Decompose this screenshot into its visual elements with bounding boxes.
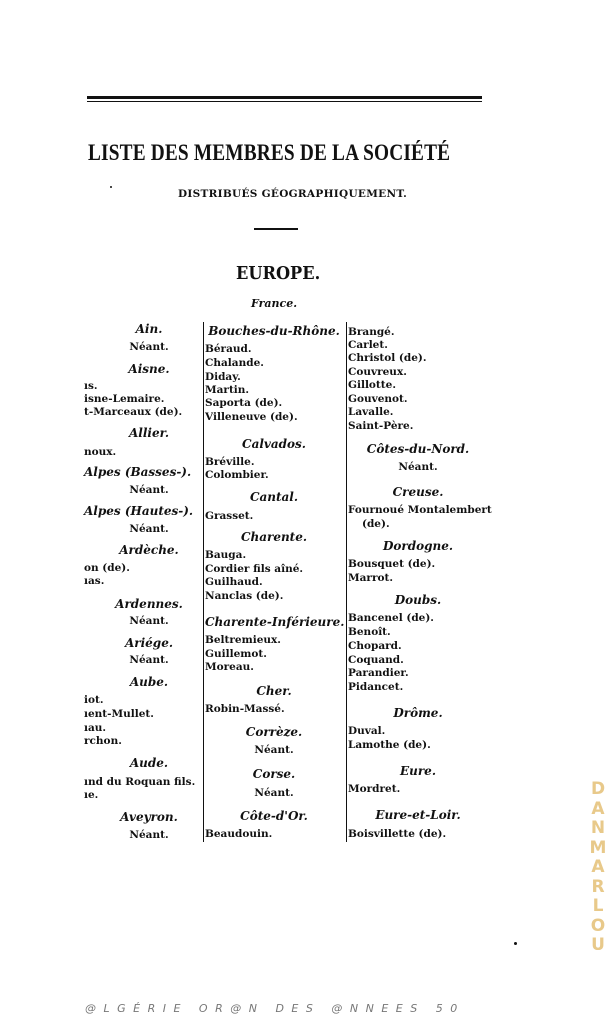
watermark-letter: R	[591, 876, 605, 897]
top-rule-thick	[87, 96, 482, 99]
member-column-1	[84, 322, 202, 842]
member-entry: Martin.	[205, 384, 250, 396]
page-title: LISTE DES MEMBRES DE LA SOCIÉTÉ	[88, 140, 451, 165]
department-heading: Alpes (Hautes-).	[84, 504, 194, 518]
department-heading: Aisne.	[128, 362, 170, 376]
footer-watermark-text: @LGÉRIE OR@N DES @NNEES 50	[85, 1002, 465, 1015]
department-heading: Eure.	[399, 764, 436, 778]
member-entry: Néant.	[254, 744, 294, 756]
member-entry: Néant.	[129, 615, 169, 627]
department-heading: Charente.	[240, 530, 308, 544]
subtitle: DISTRIBUÉS GÉOGRAPHIQUEMENT.	[178, 188, 408, 200]
member-entry: ıe.	[84, 789, 99, 801]
member-entry: Nanclas (de).	[205, 590, 284, 602]
department-heading: Corse.	[252, 767, 296, 781]
region-heading: EUROPE.	[236, 263, 321, 284]
member-entry: ıau.	[84, 722, 107, 734]
member-entry: Saint-Père.	[348, 420, 414, 432]
member-entry: Fournoué Montalembert	[348, 504, 492, 516]
department-heading: Côtes-du-Nord.	[366, 442, 470, 456]
member-entry: Néant.	[129, 654, 169, 666]
member-entry: Néant.	[129, 484, 169, 496]
department-heading: Creuse.	[392, 485, 444, 499]
member-entry: Coquand.	[348, 654, 404, 666]
member-column-2	[205, 322, 345, 842]
member-entry: ıs.	[84, 380, 98, 392]
department-heading: Cantal.	[249, 490, 299, 504]
member-entry: Gillotte.	[348, 379, 396, 391]
department-heading: Côte-d'Or.	[240, 809, 308, 823]
separator-rule	[254, 228, 298, 230]
member-entry: Cordier fils aîné.	[205, 563, 304, 575]
department-heading: Aude.	[129, 756, 169, 770]
member-entry: Beltremieux.	[205, 634, 281, 646]
member-entry: Diday.	[205, 371, 241, 383]
watermark-letter: A	[591, 857, 605, 877]
member-entry: Pidancet.	[348, 681, 404, 693]
watermark-letter: M	[589, 837, 607, 858]
member-entry: Guilhaud.	[205, 576, 263, 588]
member-entry: Christol (de).	[348, 352, 427, 364]
ink-speck	[110, 186, 112, 188]
member-column-3	[348, 322, 493, 842]
column-divider-right	[346, 322, 347, 842]
member-entry: isne-Lemaire.	[84, 393, 165, 405]
department-heading: Dordogne.	[382, 539, 454, 553]
member-entry: Néant.	[398, 461, 438, 473]
watermark-letter: D	[590, 779, 606, 799]
department-heading: Aveyron.	[120, 810, 178, 824]
department-heading: Aube.	[129, 675, 169, 689]
member-entry: Béraud.	[205, 343, 252, 355]
department-heading: Ardèche.	[119, 543, 179, 557]
member-entry: (de).	[362, 518, 390, 530]
member-entry: ıas.	[84, 575, 105, 587]
member-entry: Bancenel (de).	[348, 612, 434, 624]
member-entry: Saporta (de).	[205, 397, 283, 409]
member-entry: rchon.	[84, 735, 122, 747]
watermark-letter: N	[590, 818, 606, 838]
member-entry: Colombier.	[205, 469, 269, 481]
department-heading: Alpes (Basses-).	[84, 465, 192, 479]
member-entry: Villeneuve (de).	[205, 411, 298, 423]
vertical-watermark	[588, 780, 608, 956]
member-entry: Beaudouin.	[205, 828, 273, 840]
member-entry: Grasset.	[205, 510, 254, 522]
member-entry: ınd du Roquan fils.	[84, 776, 196, 788]
member-entry: on (de).	[84, 562, 130, 574]
member-entry: Couvreux.	[348, 366, 407, 378]
department-heading: Ardennes.	[115, 597, 183, 611]
department-heading: Ariége.	[124, 636, 174, 650]
watermark-letter: O	[590, 915, 606, 936]
member-entry: Bousquet (de).	[348, 558, 436, 570]
department-heading: Calvados.	[242, 437, 306, 451]
member-entry: Néant.	[129, 829, 169, 841]
member-entry: Gouvenot.	[348, 393, 408, 405]
member-entry: Lamothe (de).	[348, 739, 431, 751]
watermark-letter: U	[591, 935, 605, 955]
member-entry: iot.	[84, 694, 104, 706]
member-entry: Chalande.	[205, 357, 264, 369]
member-entry: Duval.	[348, 725, 386, 737]
member-entry: Carlet.	[348, 339, 388, 351]
member-entry: Néant.	[254, 787, 294, 799]
member-entry: Bréville.	[205, 456, 255, 468]
member-entry: ıent-Mullet.	[84, 708, 154, 720]
department-heading: Charente-Inférieure.	[205, 615, 345, 629]
member-entry: Robin-Massé.	[205, 703, 285, 715]
top-rule-thin	[87, 101, 482, 102]
member-entry: Guillemot.	[205, 648, 267, 660]
column-divider-left	[203, 322, 204, 842]
member-entry: Benoît.	[348, 626, 391, 638]
department-heading: Corrèze.	[245, 725, 303, 739]
member-entry: noux.	[84, 446, 117, 458]
member-entry: t-Marceaux (de).	[84, 406, 183, 418]
member-entry: Chopard.	[348, 640, 402, 652]
member-entry: Parandier.	[348, 667, 409, 679]
member-entry: Boisvillette (de).	[348, 828, 447, 840]
member-entry: Marrot.	[348, 572, 393, 584]
department-heading: Cher.	[256, 684, 292, 698]
member-entry: Moreau.	[205, 661, 254, 673]
department-heading: Eure-et-Loir.	[375, 808, 461, 822]
member-entry: Néant.	[129, 341, 169, 353]
watermark-letter: A	[591, 798, 605, 819]
member-entry: Lavalle.	[348, 406, 394, 418]
country-heading: France.	[251, 297, 298, 310]
department-heading: Doubs.	[394, 593, 442, 607]
department-heading: Drôme.	[393, 706, 443, 720]
member-entry: Néant.	[129, 523, 169, 535]
member-entry: Mordret.	[348, 783, 401, 795]
department-heading: Bouches-du-Rhône.	[208, 324, 340, 338]
member-entry: Brangé.	[348, 326, 395, 338]
ink-speck	[514, 942, 517, 945]
department-heading: Ain.	[135, 322, 163, 336]
member-entry: Bauga.	[205, 549, 247, 561]
watermark-letter: L	[592, 896, 604, 916]
department-heading: Allier.	[128, 426, 170, 440]
